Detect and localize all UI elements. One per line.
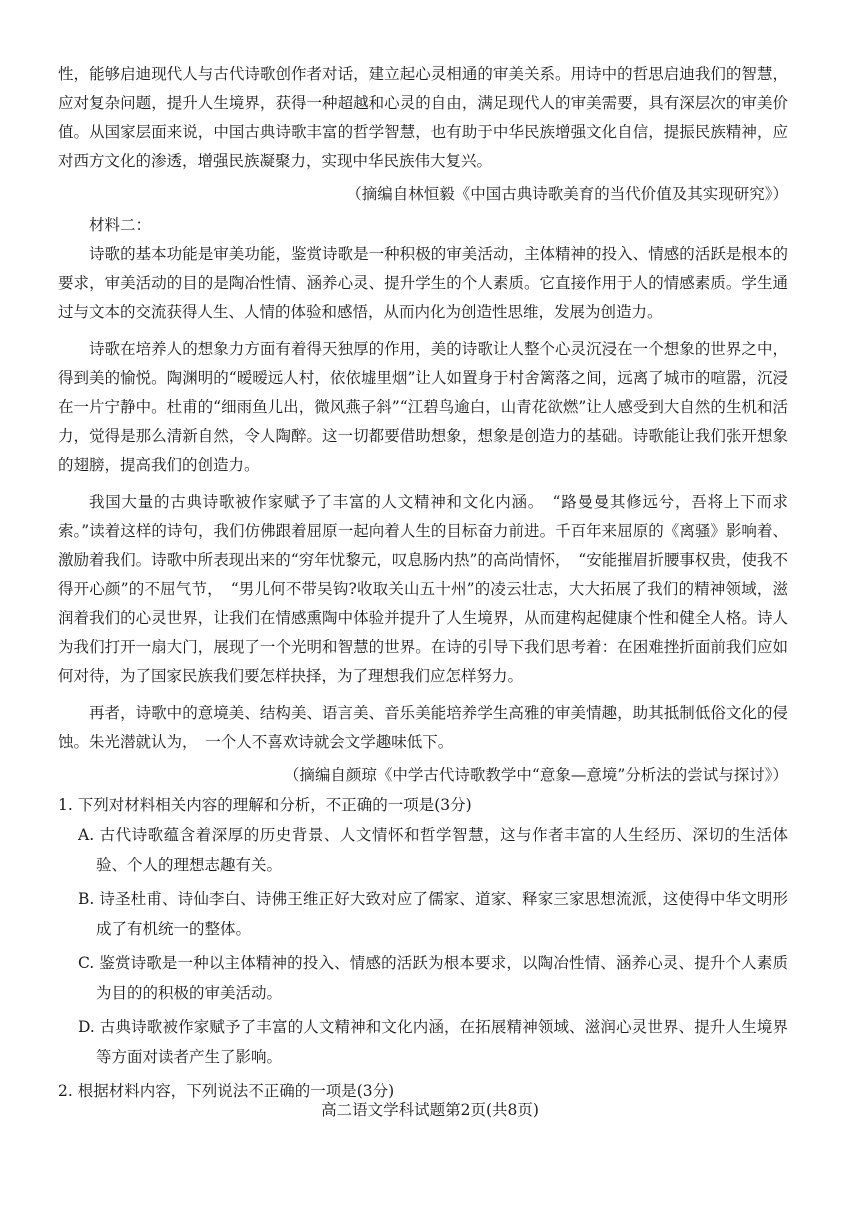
question-1-option-b: B. 诗圣杜甫、诗仙李白、诗佛王维正好大致对应了儒家、道家、释家三家思想流派，这使得中华文明形成了有机统一的整体。 — [78, 890, 788, 938]
question-1-option-c: C. 鉴赏诗歌是一种以主体精神的投入、情感的活跃为根本要求，以陶冶性情、涵养心灵、提升个人素质为目的的积极的审美活动。 — [78, 954, 788, 1002]
material2-paragraph: 诗歌的基本功能是审美功能，鉴赏诗歌是一种积极的审美活动，主体精神的投入、情感的活跃是根本的要求，审美活动的目的是陶冶性情、涵养心灵、提升学生的个人素质。它直接作用于人的情感素质。学生通过与文本的交流获得人生、人情的体验和感悟，从而内化为创造性思维，发展为创造力。 — [58, 245, 788, 321]
question-1-option-a: A. 古代诗歌蕴含着深厚的历史背景、人文情怀和哲学智慧，这与作者丰富的人生经历、深切的生活体验、个人的理想志趣有关。 — [78, 826, 788, 874]
material2-source: （摘编自颜琼《中学古代诗歌教学中“意象—意境”分析法的尝试与探讨》） — [283, 766, 788, 784]
material2-paragraph: 再者，诗歌中的意境美、结构美、语言美、音乐美能培养学生高雅的审美情趣，助其抵制低俗文化的侵蚀。朱光潜就认为， 一个人不喜欢诗就会文学趣味低下。 — [58, 704, 788, 751]
question-1-option-d: D. 古典诗歌被作家赋予了丰富的人文精神和文化内涵，在拓展精神领域、滋润心灵世界、提升人生境界等方面对读者产生了影响。 — [78, 1018, 788, 1066]
exam-page — [58, 60, 788, 1106]
material1-source: （摘编自林恒毅《中国古典诗歌美育的当代价值及其实现研究》） — [346, 185, 788, 203]
question-1-stem: 1. 下列对材料相关内容的理解和分析，不正确的一项是(3分) — [58, 796, 472, 814]
page-footer: 高二语文学科试题第2页(共8页) — [321, 1101, 539, 1119]
material2-paragraph: 诗歌在培养人的想象力方面有着得天独厚的作用，美的诗歌让人整个心灵沉浸在一个想象的世界之中，得到美的愉悦。陶渊明的“暧暧远人村，依依墟里烟”让人如置身于村舍篱落之间，远离了城市的喧嚣，沉浸在一片宁静中。杜甫的“细雨鱼儿出，微风燕子斜”“江碧鸟逾白，山青花欲燃”让人感受到大自然的生机和活力，觉得是那么清新自然，令人陶醉。这一切都要借助想象，想象是创造力的基础。诗歌能让我们张开想象的翅膀，提高我们的创造力。 — [58, 340, 788, 474]
material2-heading: 材料二： — [89, 216, 152, 234]
material1-tail-paragraph: 性，能够启迪现代人与古代诗歌创作者对话，建立起心灵相通的审美关系。用诗中的哲思启迪我们的智慧，应对复杂问题，提升人生境界，获得一种超越和心灵的自由，满足现代人的审美需要，具有深层次的审美价值。从国家层面来说，中国古典诗歌丰富的哲学智慧，也有助于中华民族增强文化自信，提振民族精神，应对西方文化的渗透，增强民族凝聚力，实现中华民族伟大复兴。 — [58, 65, 788, 170]
question-2-stem: 2. 根据材料内容，下列说法不正确的一项是(3分) — [58, 1082, 395, 1100]
material2-paragraph: 我国大量的古典诗歌被作家赋予了丰富的人文精神和文化内涵。 “路曼曼其修远兮，吾将上下而求索。”读着这样的诗句，我们仿佛跟着屈原一起向着人生的目标奋力前进。千百年来屈原的《离骚》影响着、激励着我们。诗歌中所表现出来的“穷年忧黎元，叹息肠内热”的高尚情怀， “安能摧眉折腰事权贵，使我不得开心颜”的不屈气节， “男儿何不带吴钩?收取关山五十州”的凌云壮志，大大拓展了我们的精神领域，滋润着我们的心灵世界，让我们在情感熏陶中体验并提升了人生境界，从而建构起健康个性和健全人格。诗人为我们打开一扇大门，展现了一个光明和智慧的世界。在诗的引导下我们思考着：在困难挫折面前我们应如何对待，为了国家民族我们要怎样抉择，为了理想我们应怎样努力。 — [58, 493, 788, 685]
